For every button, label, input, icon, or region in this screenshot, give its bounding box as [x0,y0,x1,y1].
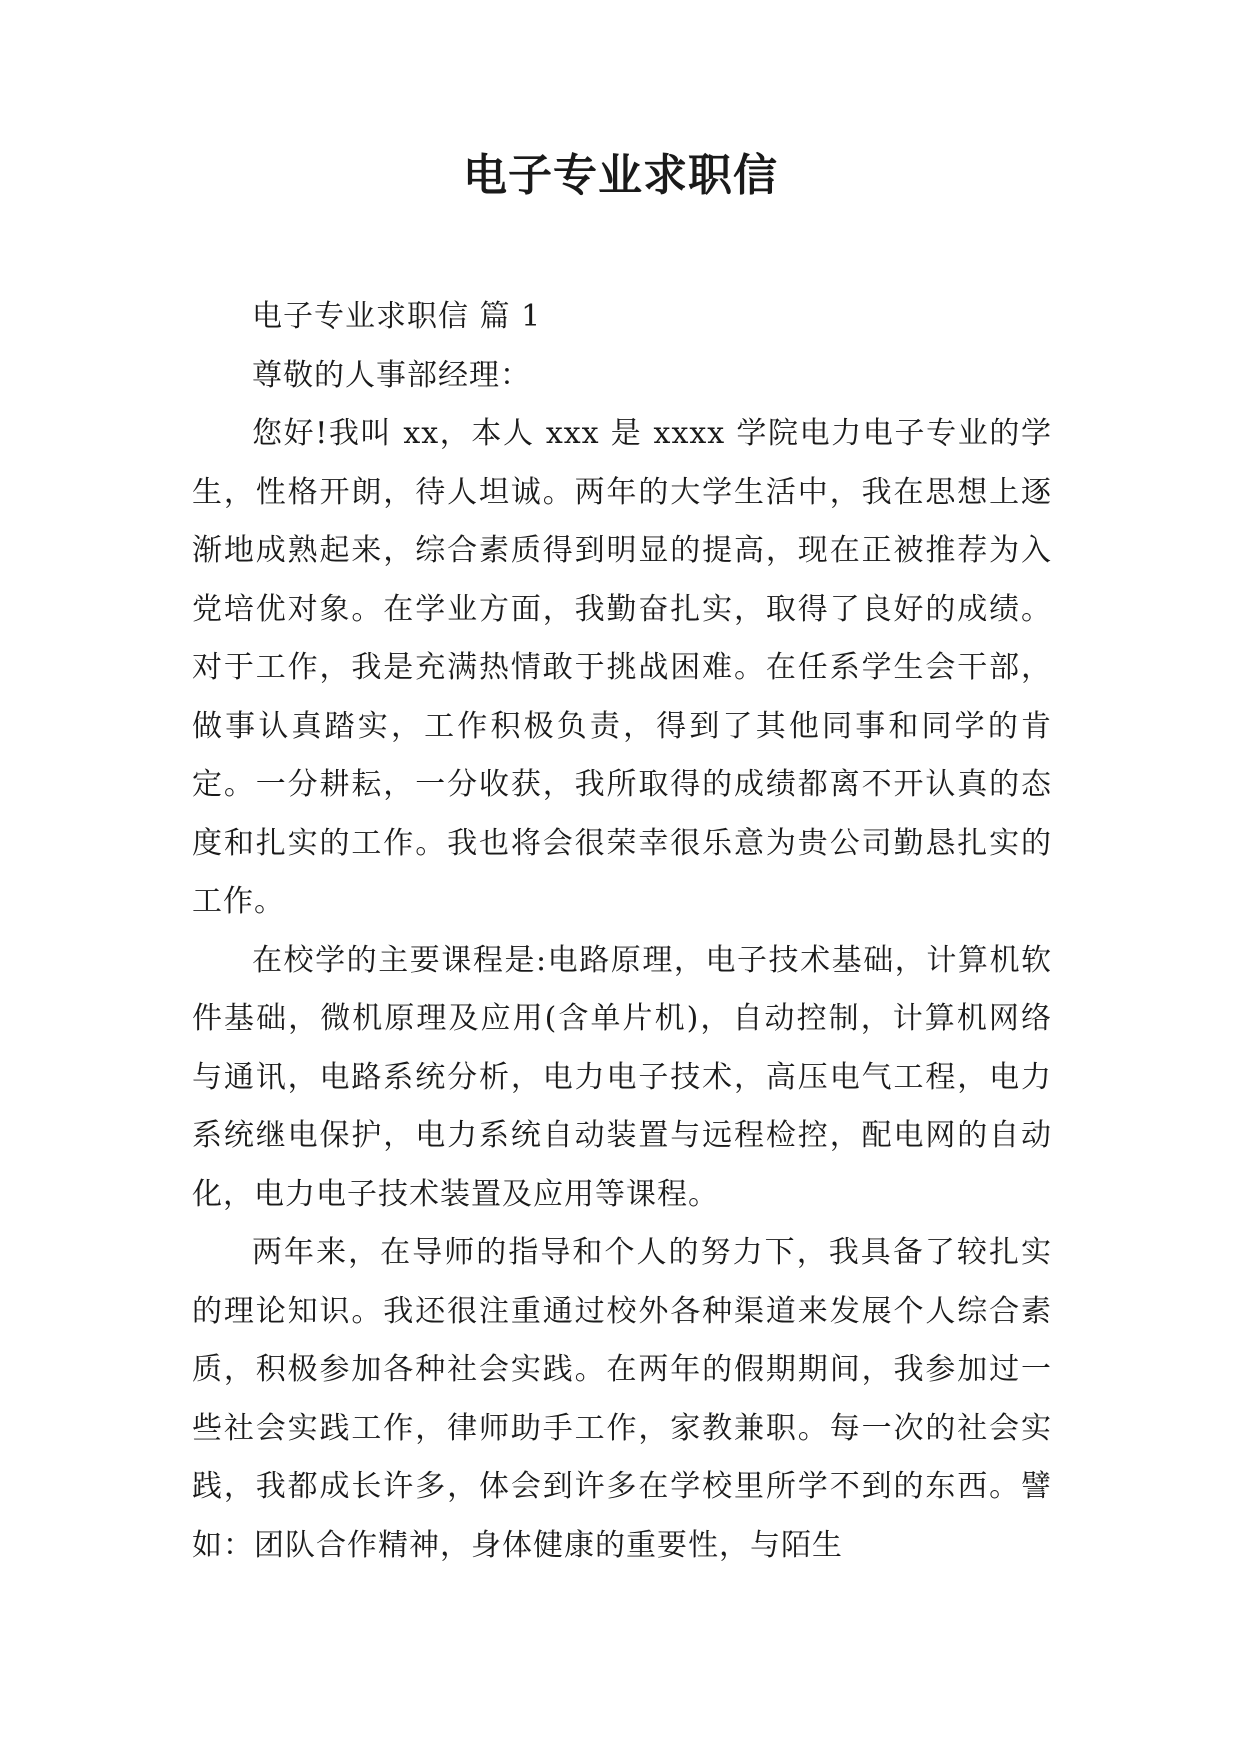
section-heading: 电子专业求职信 篇 1 [252,299,542,334]
paragraph-courses: 在校学的主要课程是:电路原理，电子技术基础，计算机软件基础，微机原理及应用(含单片机)，自动控制，计算机网络与通讯，电路系统分析，电力电子技术，高压电气工程，电力系统继电保护，电力系统自动装置与远程检控，配电网的自动化，电力电子技术装置及应用等课程。 [192,942,1052,1212]
document-title: 电子专业求职信 [463,150,778,201]
paragraph-experience: 两年来，在导师的指导和个人的努力下，我具备了较扎实的理论知识。我还很注重通过校外各种渠道来发展个人综合素质，积极参加各种社会实践。在两年的假期期间，我参加过一些社会实践工作，律师助手工作，家教兼职。每一次的社会实践，我都成长许多，体会到许多在学校里所学不到的东西。譬如：团队合作精神，身体健康的重要性，与陌生 [192,1235,1052,1563]
paragraph-introduction: 您好!我叫 xx，本人 xxx 是 xxxx 学院电力电子专业的学生，性格开朗，待人坦诚。两年的大学生活中，我在思想上逐渐地成熟起来，综合素质得到明显的提高，现在正被推荐为入党培优对象。在学业方面，我勤奋扎实，取得了良好的成绩。对于工作，我是充满热情敢于挑战困难。在任系学生会干部，做事认真踏实，工作积极负责，得到了其他同事和同学的肯定。一分耕耘，一分收获，我所取得的成绩都离不开认真的态度和扎实的工作。我也将会很荣幸很乐意为贵公司勤恳扎实的工作。 [192,416,1052,919]
salutation: 尊敬的人事部经理： [252,357,531,393]
document-body [192,288,1052,1575]
